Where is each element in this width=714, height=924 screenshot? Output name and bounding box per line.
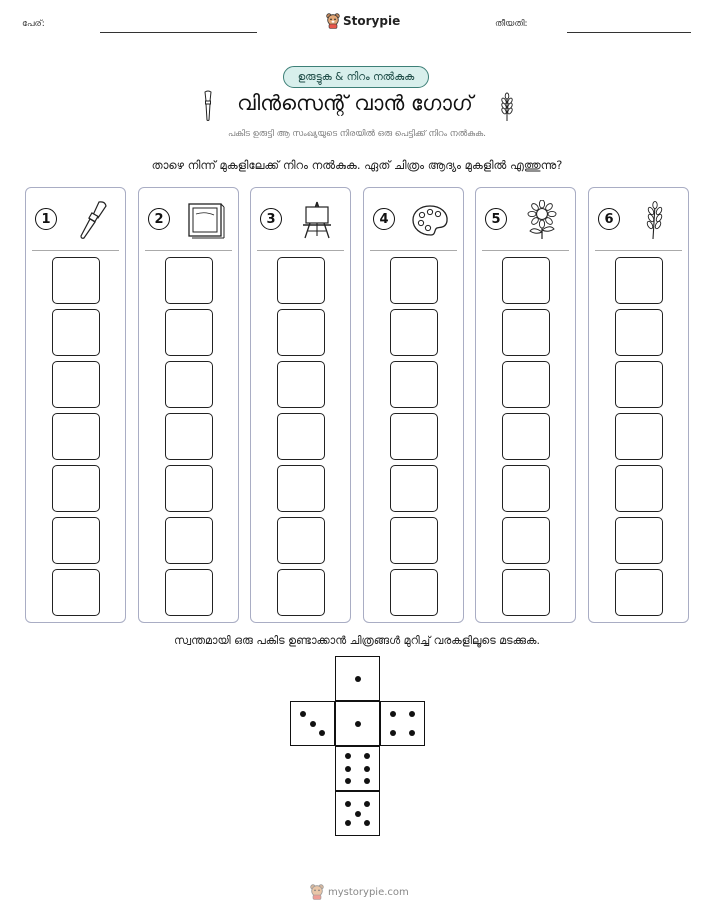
color-box[interactable]	[165, 361, 213, 408]
date-label: തീയതി:	[495, 19, 528, 29]
bear-icon	[326, 13, 340, 29]
color-box[interactable]	[52, 517, 100, 564]
name-label: പേര്:	[22, 19, 45, 29]
color-box[interactable]	[165, 257, 213, 304]
wheat-icon	[635, 200, 675, 240]
dice-pip	[390, 711, 396, 717]
dice-face	[290, 701, 335, 746]
color-box[interactable]	[502, 569, 550, 616]
color-box[interactable]	[165, 413, 213, 460]
color-box[interactable]	[165, 517, 213, 564]
color-box[interactable]	[502, 361, 550, 408]
color-box[interactable]	[165, 569, 213, 616]
wheat-icon	[498, 92, 516, 122]
color-box[interactable]	[277, 413, 325, 460]
color-box[interactable]	[615, 413, 663, 460]
color-box[interactable]	[390, 413, 438, 460]
color-box[interactable]	[390, 309, 438, 356]
color-box[interactable]	[502, 465, 550, 512]
color-box[interactable]	[615, 309, 663, 356]
dice-face	[335, 791, 380, 836]
column-4	[363, 187, 464, 623]
color-box[interactable]	[277, 361, 325, 408]
dice-pip	[355, 811, 361, 817]
dice-face	[380, 701, 425, 746]
dice-pip	[390, 730, 396, 736]
color-box[interactable]	[165, 309, 213, 356]
color-box[interactable]	[52, 309, 100, 356]
footer-site: mystorypie.com	[328, 886, 409, 898]
dice-pip	[355, 676, 361, 682]
dice-face	[335, 701, 380, 746]
color-box[interactable]	[390, 257, 438, 304]
brand-logo	[326, 13, 400, 29]
easel-icon	[297, 200, 337, 240]
bear-icon	[310, 884, 324, 900]
net-instruction: സ്വന്തമായി ഒരു പകിട ഉണ്ടാക്കാൻ ചിത്രങ്ങൾ മുറിച്ച് വരകളിലൂടെ മടക്കുക.	[174, 634, 540, 647]
column-number: 6	[598, 208, 620, 230]
color-box[interactable]	[52, 257, 100, 304]
color-box[interactable]	[615, 569, 663, 616]
dice-face	[335, 656, 380, 701]
column-1	[25, 187, 126, 623]
grid-instruction: താഴെ നിന്ന് മുകളിലേക്ക് നിറം നൽകുക. ഏത് ചിത്രം ആദ്യം മുകളിൽ എത്തുന്നു?	[151, 158, 563, 172]
color-box[interactable]	[52, 413, 100, 460]
dice-pip	[319, 730, 325, 736]
dice-pip	[310, 721, 316, 727]
dice-pip	[300, 711, 306, 717]
column-divider	[595, 250, 682, 251]
color-box[interactable]	[52, 569, 100, 616]
color-box[interactable]	[390, 517, 438, 564]
column-divider	[145, 250, 232, 251]
color-box[interactable]	[615, 465, 663, 512]
dice-pip	[409, 730, 415, 736]
color-box[interactable]	[52, 361, 100, 408]
column-3	[250, 187, 351, 623]
color-box[interactable]	[277, 309, 325, 356]
color-box[interactable]	[615, 257, 663, 304]
column-5	[475, 187, 576, 623]
column-2	[138, 187, 239, 623]
color-box[interactable]	[502, 309, 550, 356]
dice-pip	[345, 766, 351, 772]
dice-pip	[364, 766, 370, 772]
dice-pip	[355, 721, 361, 727]
dice-pip	[364, 820, 370, 826]
color-box[interactable]	[277, 517, 325, 564]
dice-pip	[364, 753, 370, 759]
color-box[interactable]	[390, 465, 438, 512]
brand-name: Storypie	[343, 14, 401, 28]
column-divider	[257, 250, 344, 251]
dice-pip	[345, 753, 351, 759]
column-divider	[32, 250, 119, 251]
dice-pip	[364, 801, 370, 807]
dice-pip	[409, 711, 415, 717]
column-number: 5	[485, 208, 507, 230]
dice-face	[335, 746, 380, 791]
date-line	[567, 32, 691, 33]
paintbrush-icon	[200, 90, 216, 122]
activity-tag: ഉരുട്ടുക & നിറം നൽകുക	[283, 66, 429, 88]
column-6	[588, 187, 689, 623]
page-title: വിൻസെന്റ് വാൻ ഗോഗ്	[237, 91, 473, 115]
dice-net	[290, 656, 425, 836]
palette-icon	[410, 200, 450, 240]
color-box[interactable]	[390, 361, 438, 408]
canvas-icon	[185, 200, 225, 240]
color-box[interactable]	[52, 465, 100, 512]
color-box[interactable]	[277, 569, 325, 616]
column-number: 3	[260, 208, 282, 230]
column-number: 1	[35, 208, 57, 230]
color-box[interactable]	[615, 361, 663, 408]
name-line	[100, 32, 257, 33]
color-box[interactable]	[502, 257, 550, 304]
page-subtitle: പകിട ഉരുട്ടി ആ സംഖ്യയുടെ നിരയിൽ ഒരു പെട്ടിക്ക് നിറം നൽകുക.	[228, 129, 486, 139]
color-box[interactable]	[390, 569, 438, 616]
color-box[interactable]	[615, 517, 663, 564]
dice-pip	[345, 778, 351, 784]
color-box[interactable]	[277, 465, 325, 512]
column-divider	[482, 250, 569, 251]
sunflower-icon	[522, 200, 562, 240]
dice-pip	[345, 820, 351, 826]
color-box[interactable]	[165, 465, 213, 512]
dice-pip	[345, 801, 351, 807]
color-box[interactable]	[502, 413, 550, 460]
dice-pip	[364, 778, 370, 784]
column-number: 4	[373, 208, 395, 230]
column-divider	[370, 250, 457, 251]
footer	[310, 884, 409, 900]
column-number: 2	[148, 208, 170, 230]
color-box[interactable]	[502, 517, 550, 564]
color-box[interactable]	[277, 257, 325, 304]
paintbrush-icon	[72, 200, 112, 240]
